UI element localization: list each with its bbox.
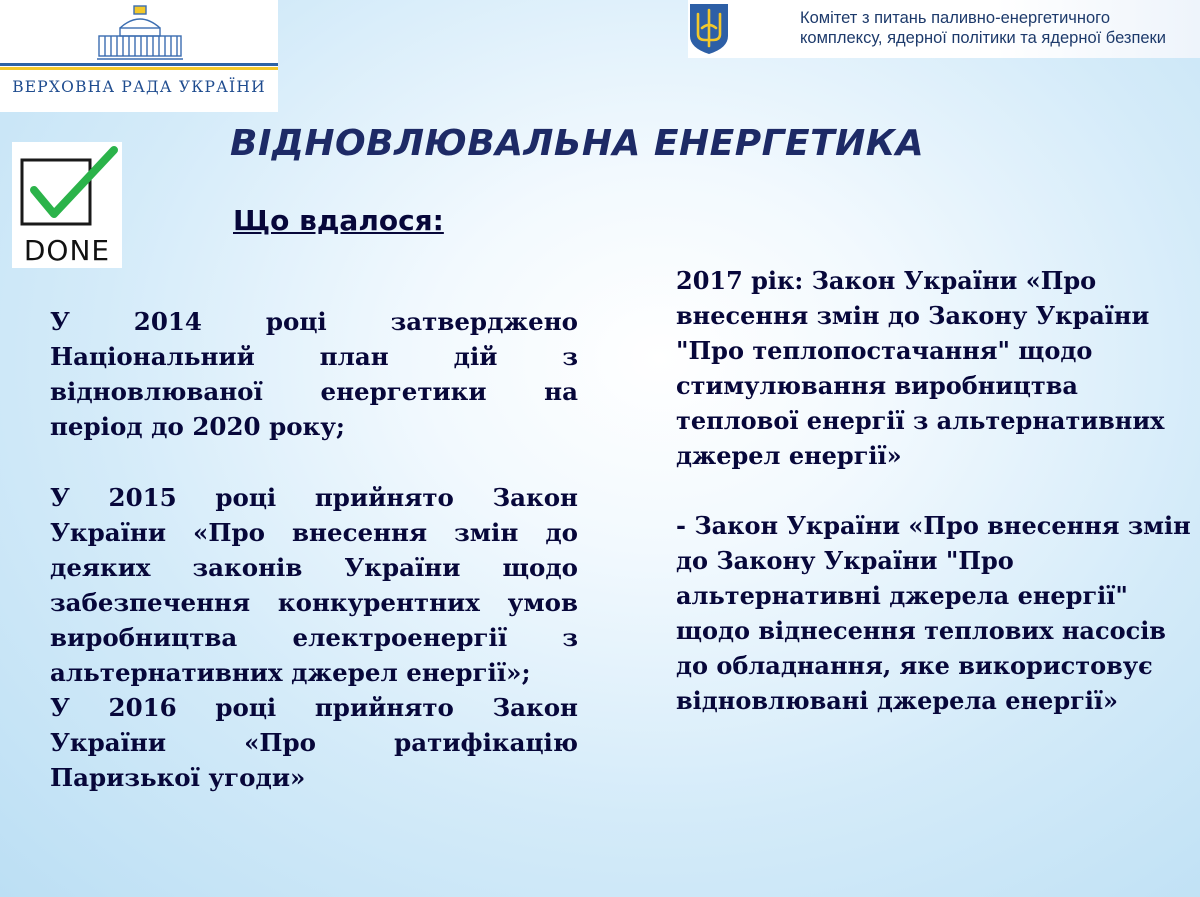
committee-header [688,0,1200,58]
trident-icon [688,2,730,56]
achievement-item-2017-heat: 2017 рік: Закон України «Про внесення змін до Закону України "Про теплопостачання" щодо стимулювання виробництва теплової енергії з альтернативних джерел енергії» [676,266,1165,470]
parliament-logo [0,0,278,112]
parliament-building-icon [95,4,185,62]
done-checkmark-logo [12,142,122,268]
checkmark-icon [12,142,122,232]
flag-stripe-blue [0,63,278,66]
achievement-item-heat-pumps: - Закон України «Про внесення змін до Закону України "Про альтернативні джерела енергії" щодо віднесення теплових насосів до обладнання, яке використовує відновлювані джерела енергії» [676,511,1191,715]
done-label: DONE [23,234,111,267]
achievement-item-2016: У 2016 році прийнято Закон України «Про ратифікацію Паризької угоди» [50,693,578,792]
flag-stripe-yellow [0,67,278,70]
committee-name-line1: Комітет з питань паливно-енергетичного [800,9,1111,27]
section-subtitle: Що вдалося: [233,204,444,237]
achievements-right-column [676,263,1196,718]
achievement-item-2015: У 2015 році прийнято Закон України «Про внесення змін до деяких законів України щодо забезпечення конкурентних умов виробництва електроенергії з альтернативних джерел енергії»; [50,483,578,687]
achievement-item-2014: У 2014 році затверджено Національний план дій з відновлюваної енергетики на період до 2020 року; [50,307,578,441]
slide-title: ВІДНОВЛЮВАЛЬНА ЕНЕРГЕТИКА [230,123,925,164]
achievements-left-column [50,304,578,795]
committee-name-line2: комплексу, ядерної політики та ядерної безпеки [800,29,1166,47]
parliament-name: ВЕРХОВНА РАДА УКРАЇНИ [12,78,266,96]
